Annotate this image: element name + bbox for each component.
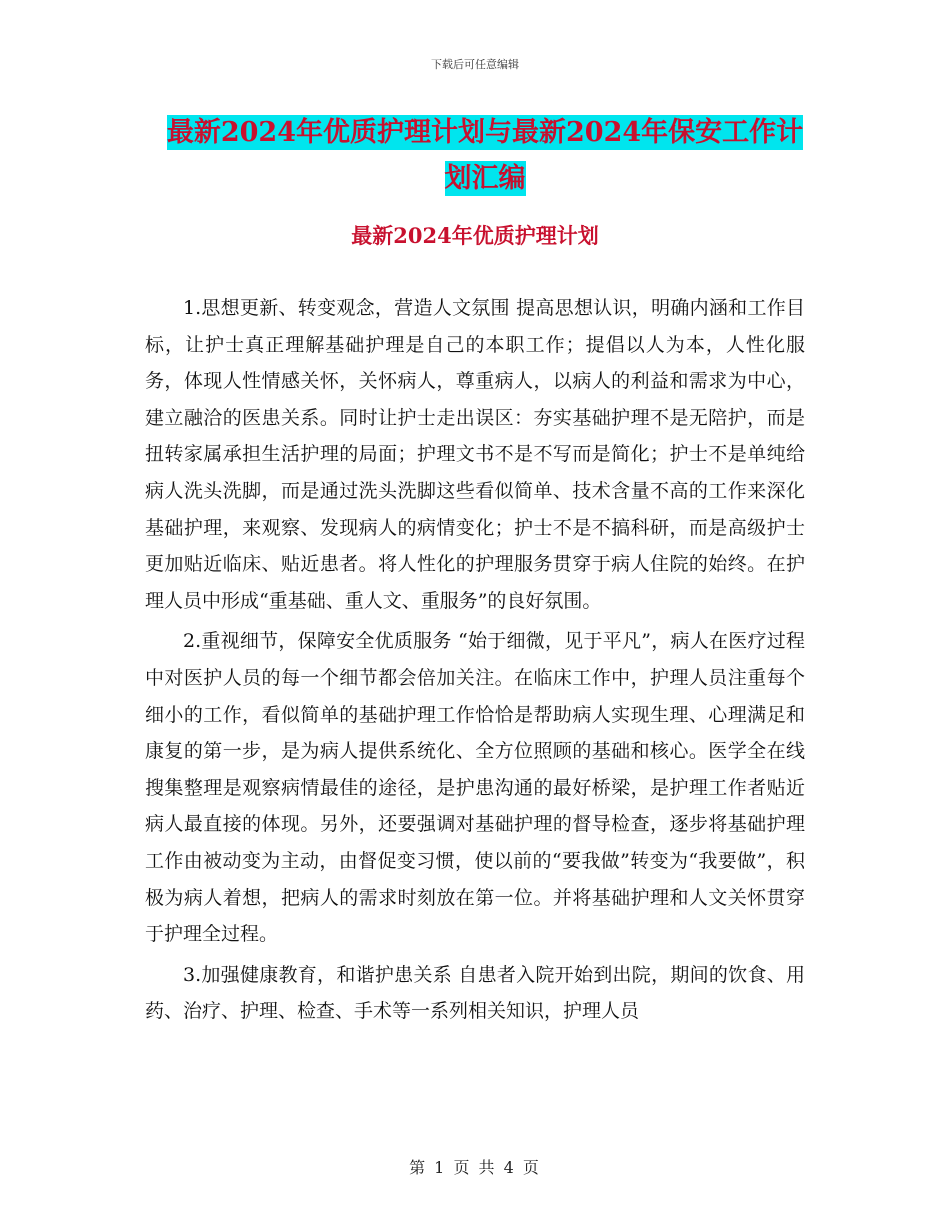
- document-body: [145, 290, 805, 1030]
- header-note: 下载后可任意编辑: [431, 58, 519, 71]
- document-title-line-2: 划汇编: [444, 163, 526, 194]
- paragraph-2: 2.重视细节，保障安全优质服务 “始于细微，见于平凡”，病人在医疗过程中对医护人员的每一个细节都会倍加关注。在临床工作中，护理人员注重每个细小的工作，看似简单的基础护理工作恰恰是帮助病人实现生理、心理满足和康复的第一步，是为病人提供系统化、全方位照顾的基础和核心。医学全在线搜集整理是观察病情最佳的途径，是护患沟通的最好桥梁，是护理工作者贴近病人最直接的体现。另外，还要强调对基础护理的督导检查，逐步将基础护理工作由被动变为主动，由督促变习惯，使以前的“要我做”转变为“我要做”，积极为病人着想，把病人的需求时刻放在第一位。并将基础护理和人文关怀贯穿于护理全过程。: [145, 630, 805, 946]
- section-title: 最新2024年优质护理计划: [351, 223, 599, 248]
- document-title-line-1: 最新2024年优质护理计划与最新2024年保安工作计: [166, 117, 804, 148]
- paragraph-3: 3.加强健康教育，和谐护患关系 自患者入院开始到出院，期间的饮食、用药、治疗、护理、检查、手术等一系列相关知识，护理人员: [145, 963, 805, 1023]
- paragraph-1: 1.思想更新、转变观念，营造人文氛围 提高思想认识，明确内涵和工作目标，让护士真正理解基础护理是自己的本职工作；提倡以人为本，人性化服务，体现人性情感关怀，关怀病人，尊重病人，以病人的利益和需求为中心，建立融洽的医患关系。同时让护士走出误区：夯实基础护理不是无陪护，而是扭转家属承担生活护理的局面；护理文书不是不写而是简化；护士不是单纯给病人洗头洗脚，而是通过洗头洗脚这些看似简单、技术含量不高的工作来深化基础护理，来观察、发现病人的病情变化；护士不是不搞科研，而是高级护士更加贴近临床、贴近患者。将人性化的护理服务贯穿于病人住院的始终。在护理人员中形成“重基础、重人文、重服务”的良好氛围。: [145, 297, 805, 612]
- page-footer: 第 1 页 共 4 页: [409, 1158, 541, 1177]
- document-title: [145, 110, 825, 202]
